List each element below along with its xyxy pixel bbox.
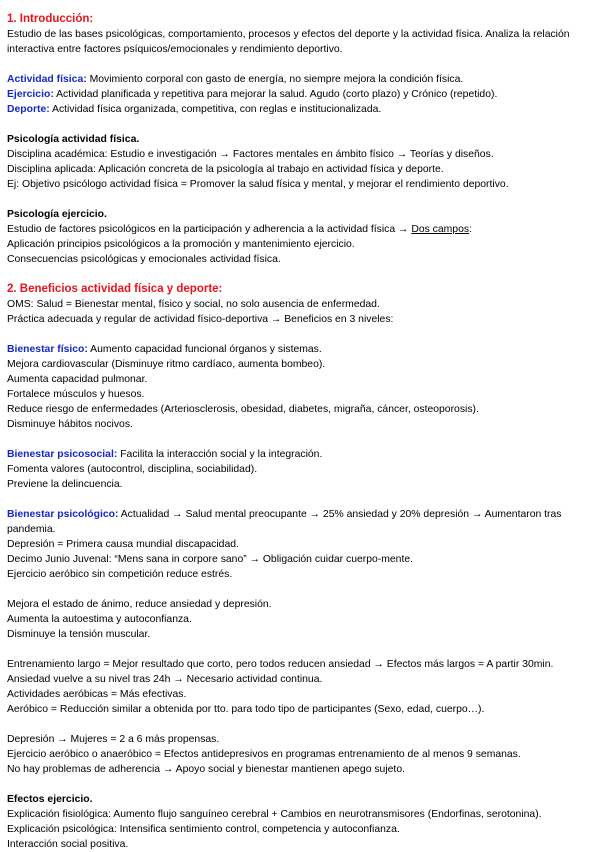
definition-term: Ejercicio:	[7, 89, 54, 100]
text-line: Aumenta la autoestima y autoconfianza.	[7, 614, 192, 625]
text-line: Ansiedad vuelve a su nivel tras 24h → Necesario actividad continua.	[7, 674, 323, 685]
text-line: Disminuye la tensión muscular.	[7, 629, 151, 640]
text-line: Depresión = Primera causa mundial discapacidad.	[7, 539, 239, 550]
text-line: Fomenta valores (autocontrol, disciplina, sociabilidad).	[7, 464, 258, 475]
psicologia-ejercicio-heading: Psicología ejercicio.	[7, 209, 107, 220]
text-line: Interacción social positiva.	[7, 839, 129, 850]
psicologia-actividad-fisica-heading: Psicología actividad física.	[7, 134, 140, 145]
definition-actividad-fisica	[7, 72, 594, 87]
text-line: Aeróbico = Reducción similar a obtenida por tto. para todo tipo de participantes (Sexo, edad, cuerpo…).	[7, 704, 485, 715]
text-line: No hay problemas de adherencia → Apoyo social y bienestar mantienen apego sujeto.	[7, 764, 405, 775]
text-line: Entrenamiento largo = Mejor resultado que corto, pero todos reducen ansiedad → Efectos más largos = A partir 30min.	[7, 659, 554, 670]
text-line: Depresión → Mujeres = 2 a 6 más propensas.	[7, 734, 220, 745]
definition-deporte	[7, 102, 594, 117]
text-line: Reduce riesgo de enfermedades (Arteriosclerosis, obesidad, diabetes, migraña, cáncer, osteoporosis).	[7, 404, 479, 415]
bienestar-text: Facilita la interacción social y la integración.	[117, 449, 323, 460]
text-line: Práctica adecuada y regular de actividad físico-deportiva → Beneficios en 3 niveles:	[7, 314, 394, 325]
bienestar-term: Bienestar físico:	[7, 344, 88, 355]
text-line: Aumenta capacidad pulmonar.	[7, 374, 148, 385]
definition-text: Actividad física organizada, competitiva, con reglas e institucionalizada.	[49, 104, 382, 115]
text-line	[7, 222, 594, 237]
text-line: Actividades aeróbicas = Más efectivas.	[7, 689, 187, 700]
text-segment: Estudio de factores psicológicos en la participación y adherencia a la actividad física →	[7, 224, 412, 235]
text-line: Ejercicio aeróbico sin competición reduce estrés.	[7, 569, 233, 580]
text-line: Aplicación principios psicológicos a la promoción y mantenimiento ejercicio.	[7, 239, 355, 250]
bienestar-psicosocial	[7, 447, 594, 462]
text-line: Ej: Objetivo psicólogo actividad física = Promover la salud física y mental, y mejorar el rendimiento deportivo.	[7, 179, 509, 190]
text-line: Mejora el estado de ánimo, reduce ansiedad y depresión.	[7, 599, 272, 610]
text-line: Decimo Junio Juvenal: “Mens sana in corpore sano” → Obligación cuidar cuerpo-mente.	[7, 554, 414, 565]
text-line: Disciplina aplicada: Aplicación concreta de la psicología al trabajo en actividad física y deporte.	[7, 164, 444, 175]
bienestar-term: Bienestar psicológico:	[7, 509, 119, 520]
text-line: Previene la delincuencia.	[7, 479, 123, 490]
text-line: OMS: Salud = Bienestar mental, físico y social, no solo ausencia de enfermedad.	[7, 299, 380, 310]
bienestar-text: Aumento capacidad funcional órganos y sistemas.	[87, 344, 322, 355]
definition-text: Movimiento corporal con gasto de energía, no siempre mejora la condición física.	[86, 74, 464, 85]
section-1-title: 1. Introducción:	[7, 13, 94, 25]
text-segment: :	[469, 224, 472, 235]
dos-campos-underlined: Dos campos	[411, 224, 470, 235]
definition-term: Actividad física:	[7, 74, 87, 85]
text-line: Consecuencias psicológicas y emocionales actividad física.	[7, 254, 281, 265]
bienestar-text: Actualidad → Salud mental preocupante → 25% ansiedad y 20% depresión → Aumentaron tras pandemia.	[7, 509, 562, 535]
text-line: Disciplina académica: Estudio e investigación → Factores mentales en ámbito físico → Teorías y diseños.	[7, 149, 494, 160]
text-line: Mejora cardiovascular (Disminuye ritmo cardíaco, aumenta bombeo).	[7, 359, 326, 370]
efectos-ejercicio-heading: Efectos ejercicio.	[7, 794, 93, 805]
definition-ejercicio	[7, 87, 594, 102]
text-line: Explicación psicológica: Intensifica sentimiento control, competencia y autoconfianza.	[7, 824, 400, 835]
bienestar-term: Bienestar psicosocial:	[7, 449, 118, 460]
text-line: Explicación fisiológica: Aumento flujo sanguíneo cerebral + Cambios en neurotransmisores (Endorfinas, serotonina).	[7, 809, 542, 820]
section-1-intro: Estudio de las bases psicológicas, comportamiento, procesos y efectos del deporte y la actividad física. Analiza la relación interactiva entre factores psíquicos/emocionales y rendimiento deportivo.	[7, 29, 570, 55]
text-line: Ejercicio aeróbico o anaeróbico = Efectos antidepresivos en programas entrenamiento de al menos 9 semanas.	[7, 749, 521, 760]
definition-term: Deporte:	[7, 104, 50, 115]
bienestar-fisico	[7, 342, 594, 357]
section-2-title: 2. Beneficios actividad física y deporte:	[7, 283, 223, 295]
definition-text: Actividad planificada y repetitiva para mejorar la salud. Agudo (corto plazo) y Crónico (repetido).	[53, 89, 498, 100]
text-line: Fortalece músculos y huesos.	[7, 389, 145, 400]
bienestar-psicologico	[7, 507, 594, 537]
text-line: Disminuye hábitos nocivos.	[7, 419, 133, 430]
